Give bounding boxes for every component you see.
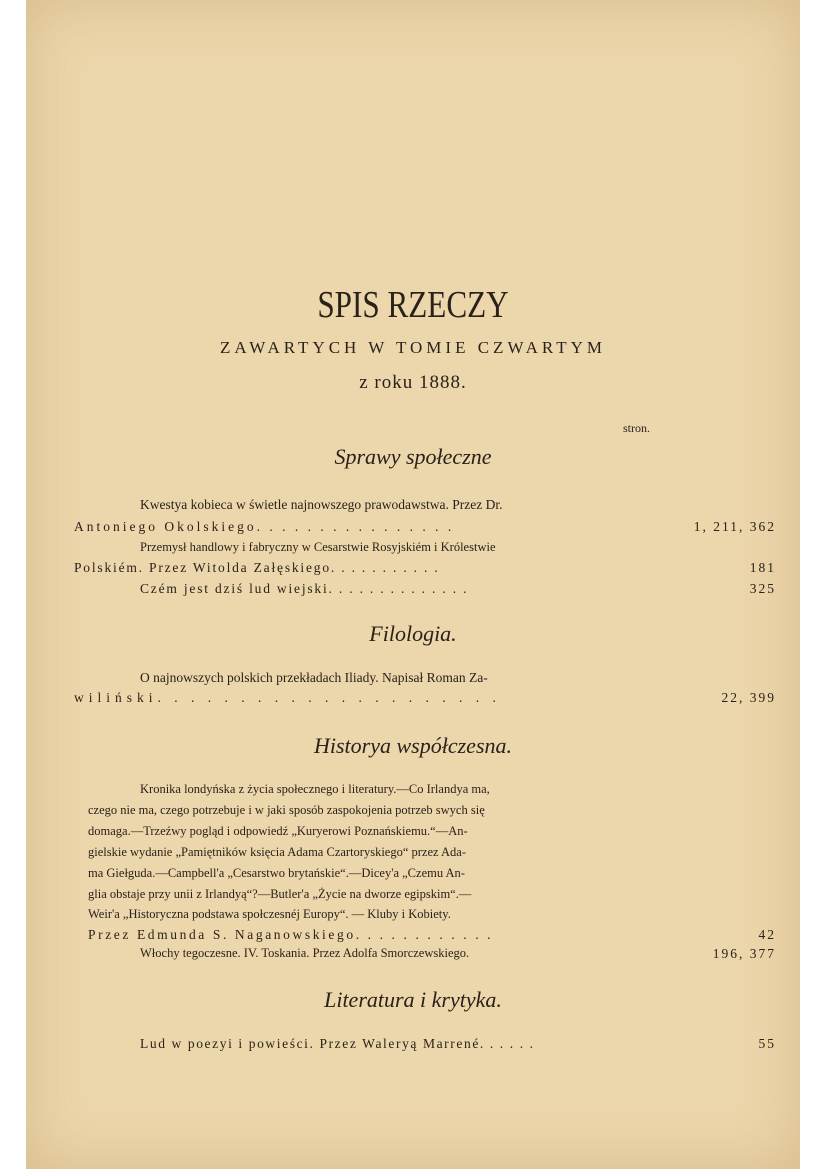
section-heading: Filologia. [369, 621, 457, 646]
entry-line: Polskiém. Przez Witolda Załęskiego. . . . . . . . . . . [74, 560, 440, 575]
entry-line: Włochy tegoczesne. IV. Toskania. Przez Adolfa Smorczewskiego. [140, 946, 470, 960]
entry-pages: 325 [749, 581, 776, 596]
entry-line: Kronika londyńska z życia społecznego i literatury.—Co Irlandya ma, [140, 782, 490, 796]
page-title: SPIS RZECZY [317, 284, 509, 326]
page [26, 0, 800, 1169]
entry-pages: 22, 399 [721, 690, 776, 705]
section-heading: Sprawy społeczne [334, 444, 492, 469]
entry-line: ma Giełguda.—Campbell'a „Cesarstwo brytańskie“.—Dicey'a „Czemu An- [88, 866, 465, 880]
entry-line: domaga.—Trzeźwy pogląd i odpowiedź „Kuryerowi Poznańskiemu.“—An- [88, 824, 468, 838]
entry-pages: 196, 377 [712, 946, 776, 961]
entry-pages: 42 [758, 927, 776, 942]
page-subtitle: ZAWARTYCH W TOMIE CZWARTYM [220, 338, 606, 357]
entry-line: Przemysł handlowy i fabryczny w Cesarstwie Rosyjskiém i Królestwie [140, 540, 496, 554]
entry-pages: 1, 211, 362 [693, 519, 776, 534]
pages-column-label: stron. [623, 421, 650, 435]
entry-line: gielskie wydanie „Pamiętników księcia Adama Czartoryskiego“ przez Ada- [88, 845, 466, 859]
entry-line: Weir'a „Historyczna podstawa społczesnéj Europy“. — Kluby i Kobiety. [88, 907, 451, 921]
entry-pages: 55 [758, 1036, 776, 1051]
entry-pages: 181 [749, 560, 776, 575]
entry-line: O najnowszych polskich przekładach Iliady. Napisał Roman Za- [140, 670, 488, 685]
year-line: z roku 1888. [359, 372, 467, 393]
section-heading: Literatura i krytyka. [324, 987, 502, 1012]
entry-line: wiliński. . . . . . . . . . . . . . . . . . . . . [74, 690, 501, 705]
entry-line: Czém jest dziś lud wiejski. . . . . . . . . . . . . . [140, 581, 469, 596]
entry-line: glia obstaje przy unii z Irlandyą“?—Butler'a „Życie na dworze egipskim“.— [88, 887, 472, 901]
entry-line: czego nie ma, czego potrzebuje i w jaki sposób zaspokojenia potrzeb swych się [88, 803, 485, 817]
entry-line: Kwestya kobieca w świetle najnowszego prawodawstwa. Przez Dr. [140, 497, 503, 512]
entry-line: Antoniego Okolskiego. . . . . . . . . . . . . . . . [74, 519, 455, 534]
entry-line: Lud w poezyi i powieści. Przez Waleryą Marrené. . . . . . [140, 1036, 535, 1051]
entry-line: Przez Edmunda S. Naganowskiego. . . . . . . . . . . . [88, 927, 494, 942]
section-heading: Historya współczesna. [314, 733, 512, 758]
